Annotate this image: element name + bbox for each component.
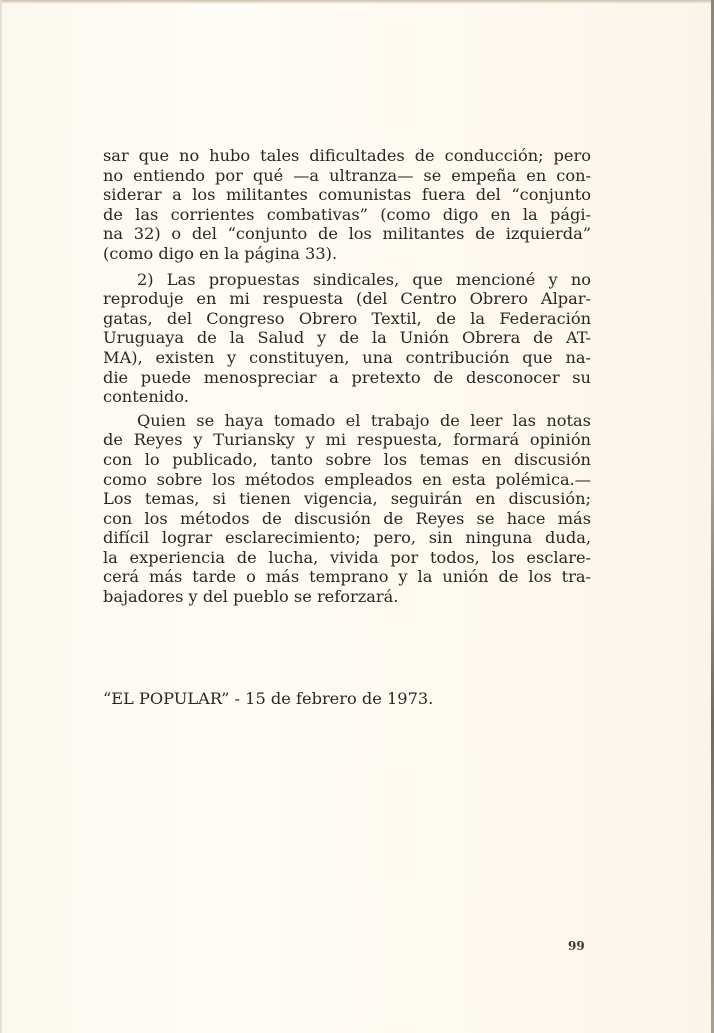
text-line: con lo publicado, tanto sobre los temas en discusión [103, 449, 591, 469]
body-text [103, 146, 591, 607]
text-line: Uruguaya de la Salud y de la Unión Obrera de AT- [103, 328, 591, 348]
page-number: 99 [568, 939, 585, 953]
text-line: como sobre los métodos empleados en esta polémica.— [103, 469, 591, 489]
text-line: die puede menospreciar a pretexto de desconocer su [103, 367, 591, 387]
paragraph-point-2 [103, 270, 591, 407]
text-line: cerá más tarde o más temprano y la unión de los tra- [103, 567, 591, 587]
text-line: difícil lograr esclarecimiento; pero, sin ninguna duda, [103, 528, 591, 548]
text-line: (como digo en la página 33). [103, 243, 338, 263]
source-citation: “EL POPULAR” - 15 de febrero de 1973. [103, 689, 434, 708]
text-line: de Reyes y Turiansky y mi respuesta, formará opinión [103, 430, 591, 450]
text-line: bajadores y del pueblo se reforzará. [103, 587, 399, 607]
text-line: MA), existen y constituyen, una contribución que na- [103, 347, 591, 367]
text-line: la experiencia de lucha, vivida por todos, los esclare- [103, 547, 591, 567]
text-line: no entiendo por qué —a ultranza— se empeña en con- [103, 165, 591, 185]
text-line: 2) Las propuestas sindicales, que mencioné y no [137, 269, 591, 289]
text-line: con los métodos de discusión de Reyes se hace más [103, 508, 591, 528]
page-top-edge [0, 0, 714, 4]
text-line: Quien se haya tomado el trabajo de leer las notas [137, 410, 591, 430]
text-line: reproduje en mi respuesta (del Centro Obrero Alpar- [103, 289, 591, 309]
text-line: de las corrientes combativas” (como digo en la pági- [103, 204, 591, 224]
text-line: na 32) o del “conjunto de los militantes de izquierda” [103, 224, 591, 244]
text-line: gatas, del Congreso Obrero Textil, de la Federación [103, 308, 591, 328]
paragraph-continuation [103, 146, 591, 264]
text-line: contenido. [103, 387, 189, 407]
paragraph-conclusion [103, 411, 591, 607]
text-line: siderar a los militantes comunistas fuera del “conjunto [103, 185, 591, 205]
text-line: sar que no hubo tales dificultades de conducción; pero [103, 146, 591, 165]
page-left-edge [0, 0, 2, 1033]
text-line: Los temas, si tienen vigencia, seguirán en discusión; [103, 489, 591, 509]
